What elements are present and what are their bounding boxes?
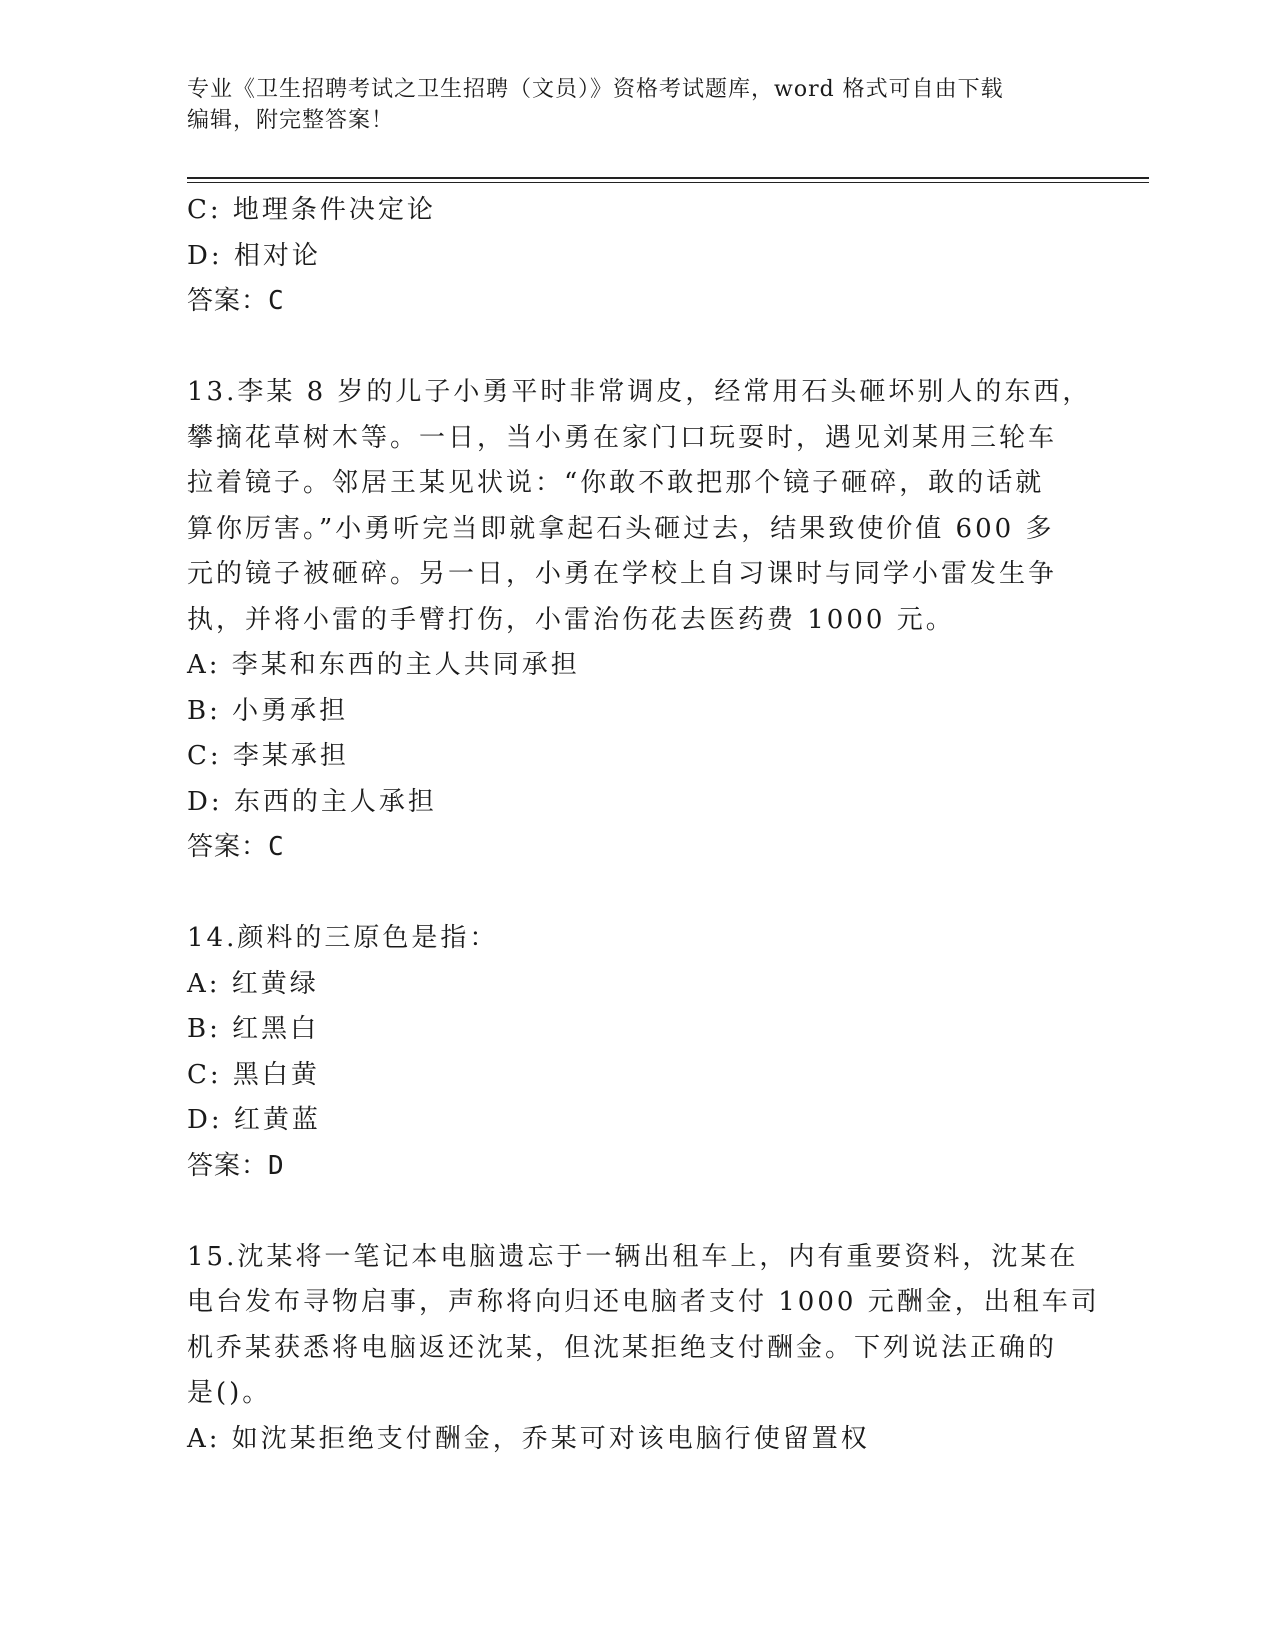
spacer (187, 871, 1087, 917)
spacer (187, 1189, 1087, 1235)
option-d: D: 东西的主人承担 (187, 786, 437, 817)
answer-line (187, 279, 1087, 325)
header-rule-thick (187, 177, 1149, 179)
document-header (187, 74, 1087, 136)
question-text-line: 执，并将小雷的手臂打伤，小雷治伤花去医药费 1000 元。 (187, 604, 955, 635)
question-13 (187, 370, 1092, 871)
option-d: D: 红黄蓝 (187, 1105, 321, 1135)
option-d: D: 相对论 (187, 240, 321, 271)
question-text-line: 是()。 (187, 1378, 272, 1408)
question-list (187, 188, 1100, 1462)
question-text-line: 算你厉害。”小勇听完当即就拿起石头砸过去，结果致使价值 600 多 (187, 513, 1055, 544)
answer-label: 答案： (187, 1150, 269, 1181)
question-text-line: 拉着镜子。邻居王某见状说：“你敢不敢把那个镜子砸碎，敢的话就 (187, 468, 1045, 498)
question-text-line: 元的镜子被砸碎。另一日，小勇在学校上自习课时与同学小雷发生争 (187, 559, 1058, 589)
option-a: A: 红黄绿 (187, 968, 319, 999)
answer-value: C (268, 832, 285, 862)
question-text-line: 攀摘花草树木等。一日，当小勇在家门口玩耍时，遇见刘某用三轮车 (187, 422, 1058, 453)
option-c: C: 地理条件决定论 (187, 195, 436, 225)
option-c: C: 黑白黄 (187, 1059, 320, 1090)
answer-value: D (268, 1150, 285, 1181)
answer-label: 答案： (187, 832, 269, 862)
question-text-line: 15.沈某将一笔记本电脑遗忘于一辆出租车上，内有重要资料，沈某在 (187, 1241, 1079, 1272)
option-a: A: 李某和东西的主人共同承担 (187, 650, 580, 680)
answer-label: 答案： (187, 286, 269, 316)
question-12 (187, 188, 1087, 325)
option-a: A: 如沈某拒绝支付酬金，乔某可对该电脑行使留置权 (187, 1423, 870, 1454)
spacer (187, 325, 1087, 371)
header-line-1: 专业《卫生招聘考试之卫生招聘（文员）》资格考试题库，word 格式可自由下载 (187, 77, 1004, 102)
option-b: B: 红黑白 (187, 1014, 320, 1044)
answer-line (187, 1144, 1087, 1190)
option-b: B: 小勇承担 (187, 695, 349, 726)
header-rule-thin (187, 182, 1149, 183)
answer-line (187, 825, 1087, 871)
question-text-line: 14.颜料的三原色是指： (187, 923, 499, 953)
answer-value: C (268, 286, 285, 316)
question-text-line: 机乔某获悉将电脑返还沈某，但沈某拒绝支付酬金。下列说法正确的 (187, 1332, 1058, 1363)
question-15 (187, 1235, 1100, 1463)
option-c: C: 李某承担 (187, 741, 349, 771)
question-text-line: 13.李某 8 岁的儿子小勇平时非常调皮，经常用石头砸坏别人的东西， (187, 377, 1092, 407)
question-14 (187, 916, 1087, 1189)
question-text-line: 电台发布寻物启事，声称将向归还电脑者支付 1000 元酬金，出租车司 (187, 1287, 1100, 1317)
header-line-2: 编辑，附完整答案！ (187, 108, 395, 133)
